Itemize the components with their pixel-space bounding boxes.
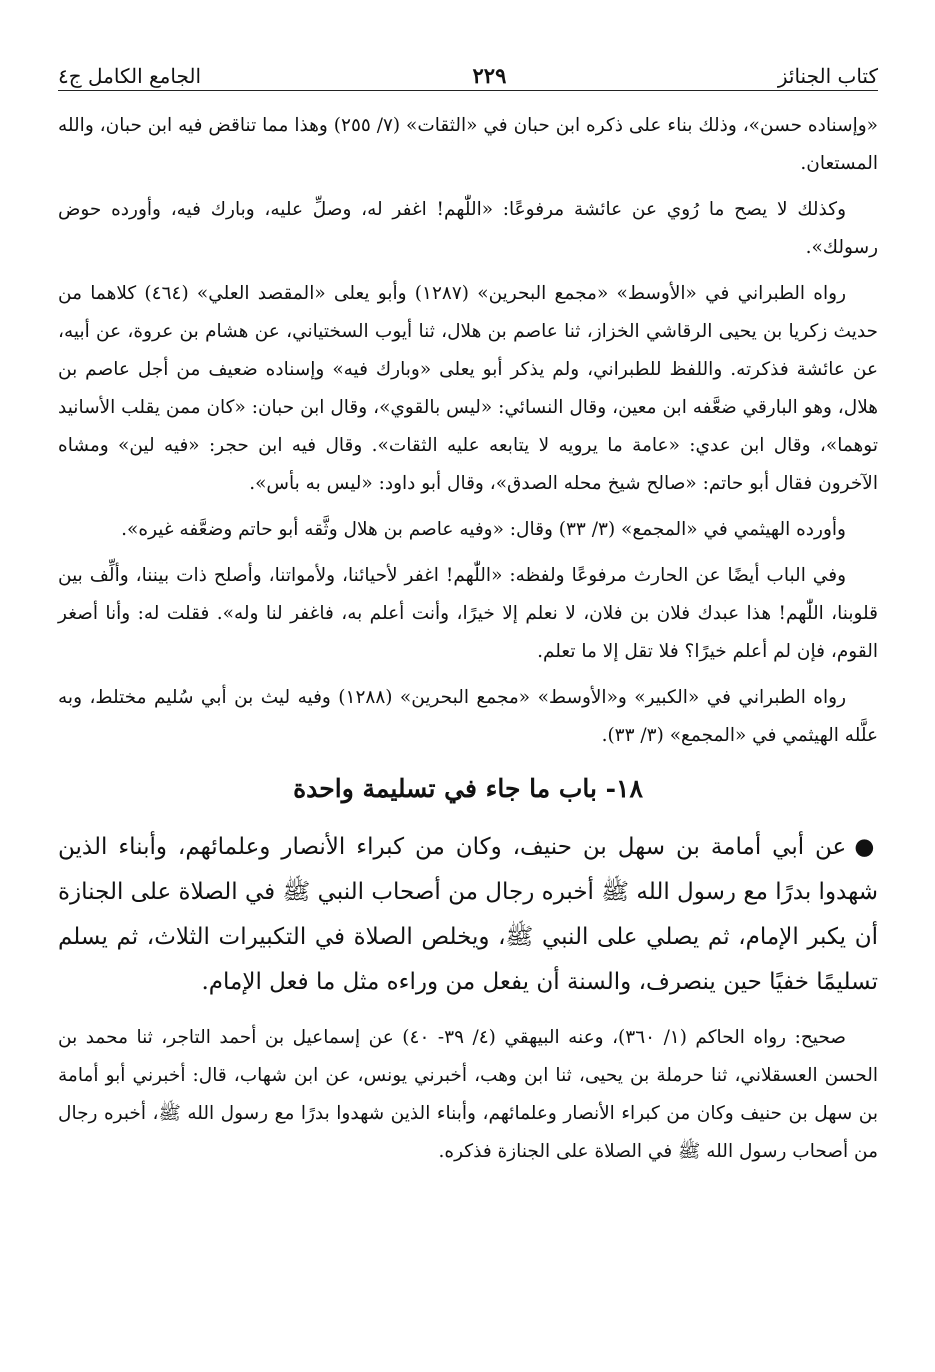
footnote-paragraph-1: «وإسناده حسن»، وذلك بناء على ذكره ابن حبان في «الثقات» (٧/ ٢٥٥) وهذا مما تناقض فيه ابن حبان، والله المستعان. bbox=[58, 115, 878, 174]
header-book-title: كتاب الجنائز bbox=[777, 64, 878, 88]
footnote-paragraph-4: وأورده الهيثمي في «المجمع» (٣/ ٣٣) وقال: «وفيه عاصم بن هلال وثَّقه أبو حاتم وضعَّفه غيره». bbox=[121, 519, 846, 540]
takhrij-paragraph: صحيح: رواه الحاكم (١/ ٣٦٠)، وعنه البيهقي (٤/ ٣٩- ٤٠) عن إسماعيل بن أحمد التاجر، ثنا محمد بن الحسن العسقلاني، ثنا حرملة بن يحيى، ثنا ابن وهب، أخبرني يونس، عن ابن شهاب، قال: أخبرني أبو أمامة بن سهل بن حنيف وكان من كبراء الأنصار وعلمائهم، وأبناء الذين شهدوا بدرًا مع رسول الله ﷺ، أخبره رجال من أصحاب رسول الله ﷺ في الصلاة على الجنازة فذكره. bbox=[58, 1027, 878, 1162]
hadith-body: عن أبي أمامة بن سهل بن حنيف، وكان من كبراء الأنصار وعلمائهم، وأبناء الذين شهدوا بدرًا مع رسول الله ﷺ أخبره رجال من أصحاب النبي ﷺ في الصلاة على الجنازة أن يكبر الإمام، ثم يصلي على النبي ﷺ، ويخلص الصلاة في التكبيرات الثلاث، ثم يسلم تسليمًا خفيًا حين ينصرف، والسنة أن يفعل من وراءه مثل ما فعل الإمام. bbox=[58, 834, 878, 995]
book-page bbox=[58, 52, 878, 1171]
footnote-paragraph-3: رواه الطبراني في «الأوسط» «مجمع البحرين» (١٢٨٧) وأبو يعلى «المقصد العلي» (٤٦٤) كلاهما من حديث زكريا بن يحيى الرقاشي الخزاز، ثنا عاصم بن هلال، ثنا أيوب السختياني، عن هشام بن عروة، عن أبيه، عن عائشة فذكرته. واللفظ للطبراني، ولم يذكر أبو يعلى «وبارك فيه» وإسناده ضعيف من أجل عاصم بن هلال، وهو البارقي ضعَّفه ابن معين، وقال النسائي: «ليس بالقوي»، وقال ابن حبان: «كان ممن يقلب الأسانيد توهما»، وقال ابن عدي: «عامة ما يرويه لا يتابعه عليه الثقات». وقال فيه ابن حجر: «فيه لين» ومشاه الآخرون فقال أبو حاتم: «صالح شيخ محله الصدق»، وقال أبو داود: «ليس به بأس». bbox=[58, 283, 878, 494]
page-number: ٢٢٩ bbox=[472, 63, 507, 88]
footnote-paragraph-5: وفي الباب أيضًا عن الحارث مرفوعًا ولفظه: «اللّٰهم! اغفر لأحيائنا، ولأمواتنا، وأصلح ذات بيننا، وألِّف بين قلوبنا، اللّٰهم! هذا عبدك فلان بن فلان، لا نعلم إلا خيرًا، وأنت أعلم به، فاغفر لنا وله». فقلت له: وأنا أصغر القوم، فإن لم أعلم خيرًا؟ فلا تقل إلا ما تعلم. bbox=[58, 565, 878, 662]
footnote-paragraph-6: رواه الطبراني في «الكبير» و«الأوسط» «مجمع البحرين» (١٢٨٨) وفيه ليث بن أبي سُليم مختلط، وبه علَّله الهيثمي في «المجمع» (٣/ ٣٣). bbox=[58, 687, 878, 746]
header-volume-title: الجامع الكامل ج٤ bbox=[58, 64, 202, 88]
footnote-paragraph-2: وكذلك لا يصح ما رُوي عن عائشة مرفوعًا: «اللّٰهم! اغفر له، وصلِّ عليه، وبارك فيه، وأورده حوض رسولك». bbox=[58, 199, 878, 258]
hadith-text bbox=[58, 825, 878, 1005]
running-header bbox=[58, 52, 878, 91]
bullet-icon: ● bbox=[854, 834, 878, 860]
section-title: ١٨- باب ما جاء في تسليمة واحدة bbox=[293, 774, 643, 803]
